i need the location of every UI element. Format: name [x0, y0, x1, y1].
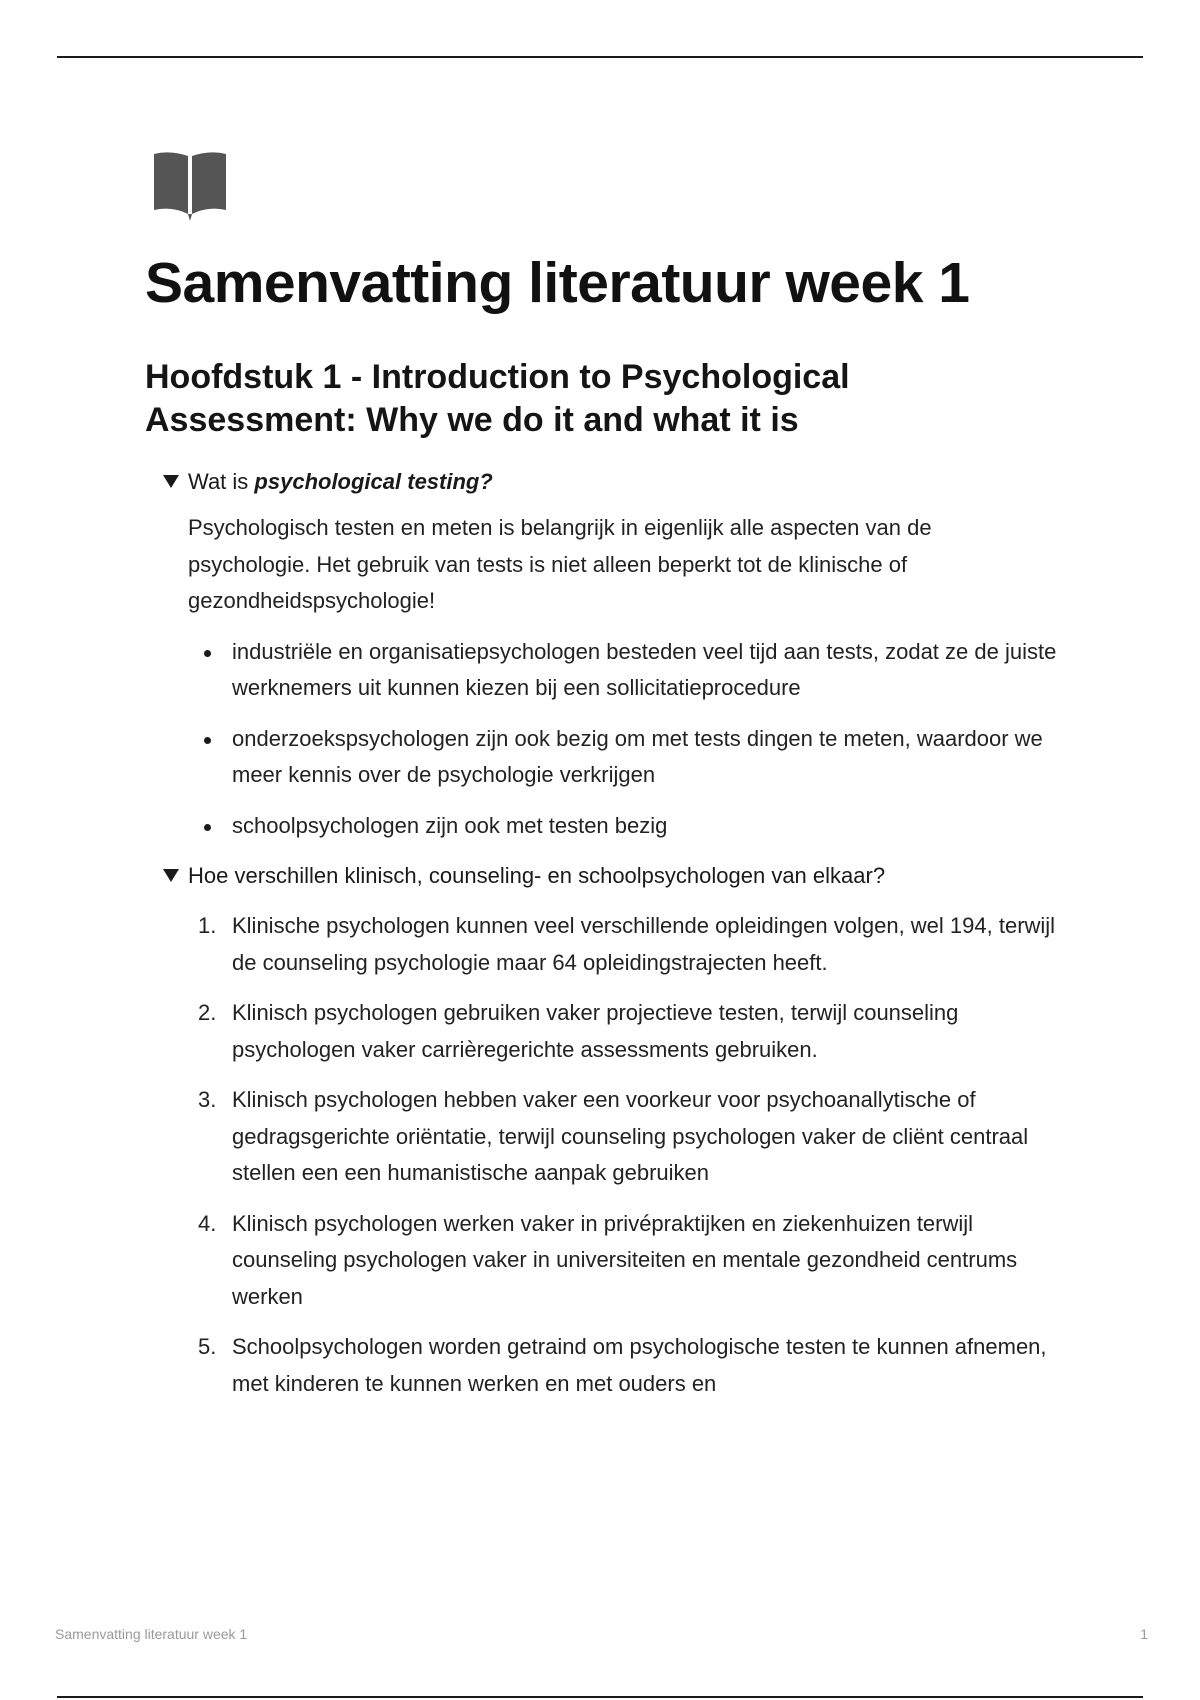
toggle-psychological-testing[interactable]: [145, 464, 1065, 844]
list-item-text: industriële en organisatiepsychologen besteden veel tijd aan tests, zodat ze de juiste werknemers uit kunnen kiezen bij een sollicitatieprocedure: [232, 638, 1057, 700]
list-item: [188, 721, 1062, 794]
list-item-number: 1.: [198, 913, 217, 938]
toggle-label-emphasis: psychological testing?: [254, 469, 493, 494]
list-item: [188, 908, 1062, 981]
footer-doc-title: Samenvatting literatuur week 1: [55, 1626, 248, 1642]
list-item-number: 2.: [198, 1000, 217, 1025]
toggle-label[interactable]: Hoe verschillen klinisch, counseling- en schoolpsychologen van elkaar?: [188, 863, 886, 888]
bullet-dot-icon: [204, 824, 211, 831]
toggle-label[interactable]: [188, 464, 1065, 500]
list-item: [188, 1206, 1062, 1316]
list-item: [188, 634, 1062, 707]
bullet-list: [188, 634, 1065, 845]
bullet-dot-icon: [204, 737, 211, 744]
top-rule: [57, 56, 1143, 58]
footer-page-number: 1: [1140, 1626, 1148, 1642]
list-item: [188, 995, 1062, 1068]
open-book-icon: [152, 150, 228, 222]
numbered-list: [188, 908, 1065, 1402]
list-item: [188, 808, 1062, 845]
bullet-dot-icon: [204, 650, 211, 657]
list-item-text: Klinische psychologen kunnen veel verschillende opleidingen volgen, wel 194, terwijl de counseling psychologie maar 64 opleidingstrajecten heeft.: [232, 913, 1056, 975]
list-item-text: onderzoekspsychologen zijn ook bezig om met tests dingen te meten, waardoor we meer kennis over de psychologie verkrijgen: [232, 725, 1043, 787]
bottom-rule: [57, 1696, 1143, 1698]
toggle-triangle-icon[interactable]: [163, 475, 179, 488]
list-item-text: Klinisch psychologen werken vaker in privépraktijken en ziekenhuizen terwijl counseling psychologen vaker in universiteiten en mentale gezondheid centrums werken: [232, 1210, 1018, 1309]
list-item-text: schoolpsychologen zijn ook met testen bezig: [232, 812, 668, 838]
toggle-triangle-icon[interactable]: [163, 869, 179, 882]
toggle-paragraph: Psychologisch testen en meten is belangrijk in eigenlijk alle aspecten van de psychologie. Het gebruik van tests is niet alleen beperkt tot de klinische of gezondheidspsychologie!: [188, 515, 932, 613]
list-item-text: Schoolpsychologen worden getraind om psychologische testen te kunnen afnemen, met kinderen te kunnen werken en met ouders en: [232, 1334, 1047, 1396]
list-item-number: 5.: [198, 1334, 217, 1359]
toggle-label-prefix: Wat is: [188, 469, 255, 494]
list-item: [188, 1082, 1062, 1192]
toggle-psychologist-differences[interactable]: [145, 858, 1065, 1402]
list-item: [188, 1329, 1062, 1402]
page-title: Samenvatting literatuur week 1: [145, 251, 970, 315]
list-item-number: 4.: [198, 1210, 217, 1236]
list-item-text: Klinisch psychologen hebben vaker een voorkeur voor psychoanallytische of gedragsgerichte oriëntatie, terwijl counseling psychologen vaker de cliënt centraal stellen een een humanistische aanpak gebruiken: [232, 1087, 1029, 1185]
page-content: [145, 150, 1065, 1416]
chapter-heading: Hoofdstuk 1 - Introduction to Psychological Assessment: Why we do it and what it is: [145, 358, 850, 439]
list-item-text: Klinisch psychologen gebruiken vaker projectieve testen, terwijl counseling psychologen vaker carrièregerichte assessments gebruiken.: [232, 1000, 959, 1062]
list-item-number: 3.: [198, 1087, 217, 1112]
